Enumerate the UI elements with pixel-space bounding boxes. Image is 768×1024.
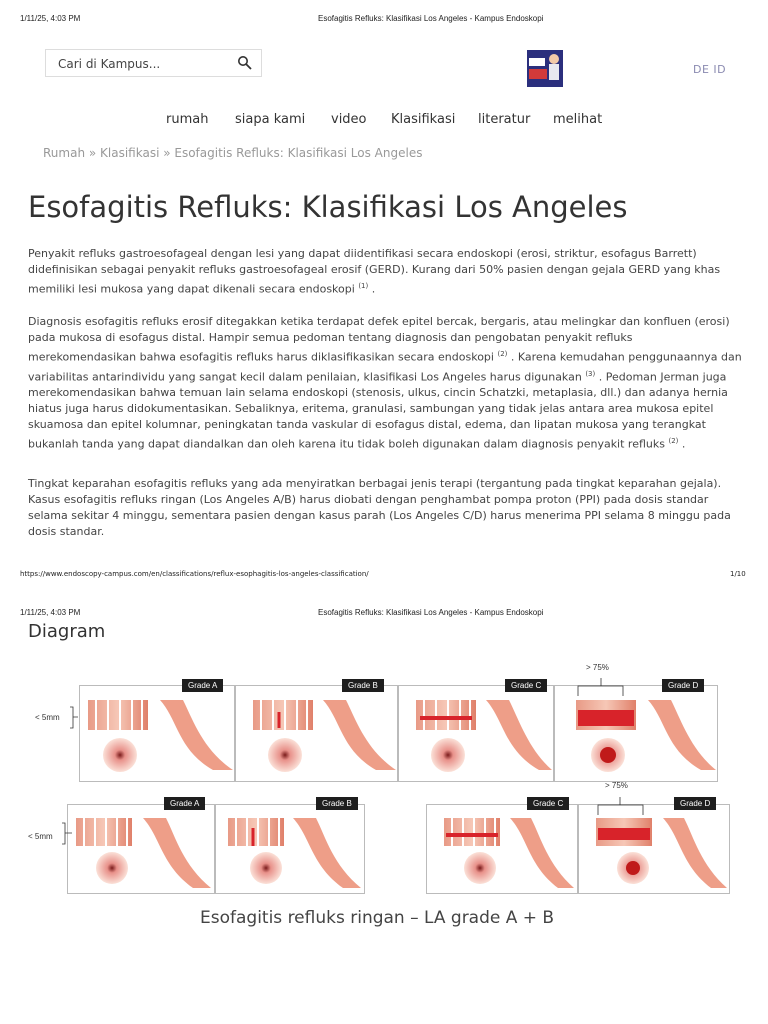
grade-d-label: Grade D bbox=[662, 679, 704, 692]
grade-c-label-2: Grade C bbox=[527, 797, 569, 810]
nav-item-melihat[interactable]: melihat bbox=[553, 112, 603, 127]
language-switcher[interactable]: DE ID bbox=[693, 63, 727, 76]
size-label-2: < 5mm bbox=[28, 832, 53, 841]
percent-label-2: > 75% bbox=[605, 781, 628, 790]
print-url: https://www.endoscopy-campus.com/en/classifications/reflux-esophagitis-los-angeles-classification/ bbox=[20, 570, 369, 578]
print-datetime-2: 1/11/25, 4:03 PM bbox=[20, 608, 81, 617]
breadcrumb[interactable]: Rumah » Klasifikasi » Esofagitis Refluks: Klasifikasi Los Angeles bbox=[43, 146, 423, 160]
search-icon[interactable] bbox=[237, 55, 253, 75]
nav-item-klasifikasi[interactable]: Klasifikasi bbox=[391, 112, 456, 127]
nav-item-literatur[interactable]: literatur bbox=[478, 112, 531, 127]
paragraph-2: Diagnosis esofagitis refluks erosif ditegakkan ketika terdapat defek epitel bercak, bergaris, atau melingkar dan konfluen (erosi) pada mukosa di esofagus distal. Hampir semua pedoman tentang diagnosis dan pengobatan penyakit refluks merekomendasikan bahwa esofagitis refluks harus diklasifikasikan secara endoskopi $^{(2)}$ . Karena kemudahan penggunaannya dan variabilitas antarindividu yang sangat kecil dalam penilaian, klasifikasi Los Angeles harus digunakan $^{(3)}$ . Pedoman Jerman juga merekomendasikan bahwa temuan lain selama endoskopi (stenosis, ulkus, cincin Schatzki, metaplasia, dll.) dan adanya hernia hiatus juga harus didokumentasikan. Sebaliknya, eritema, granulasi, sambungan yang tidak jelas antara area mukosa epitel skuamosa dan epitel kolumnar, peningkatan tanda vaskular di esofagus distal, edema, dan lipatan mukosa yang terangkat bukanlah tanda yang dapat diandalkan dan oleh karena itu tidak boleh digunakan dalam diagnosis penyakit refluks $^{(2)}$ . bbox=[28, 315, 742, 451]
nav-item-rumah[interactable]: rumah bbox=[166, 112, 209, 127]
size-label: < 5mm bbox=[35, 713, 60, 722]
print-page-number: 1/10 bbox=[730, 570, 746, 578]
print-doc-title: Esofagitis Refluks: Klasifikasi Los Angeles - Kampus Endoskopi bbox=[318, 14, 544, 23]
grade-a-label-2: Grade A bbox=[164, 797, 205, 810]
grade-b-label: Grade B bbox=[342, 679, 384, 692]
diagram-illustration bbox=[28, 660, 740, 900]
nav-item-siapa-kami[interactable]: siapa kami bbox=[235, 112, 306, 127]
diagram-title: Diagram bbox=[28, 621, 106, 642]
site-logo[interactable] bbox=[527, 50, 563, 87]
percent-label: > 75% bbox=[586, 663, 609, 672]
la-classification-diagram bbox=[28, 660, 740, 900]
search-box[interactable] bbox=[45, 49, 262, 77]
diagram-caption: Esofagitis refluks ringan – LA grade A + B bbox=[200, 908, 555, 928]
nav-item-video[interactable]: video bbox=[331, 112, 367, 127]
grade-b-label-2: Grade B bbox=[316, 797, 358, 810]
grade-c-label: Grade C bbox=[505, 679, 547, 692]
search-input[interactable]: Cari di Kampus... bbox=[58, 57, 161, 71]
paragraph-1: Penyakit refluks gastroesofageal dengan lesi yang dapat diidentifikasi secara endoskopi (erosi, striktur, esofagus Barrett) didefinisikan sebagai penyakit refluks gastroesofageal erosif (GERD). Kurang dari 50% pasien dengan gejala GERD yang khas memiliki lesi mukosa yang dapat dikenali secara endoskopi $^{(1)}$ . bbox=[28, 247, 721, 296]
print-doc-title-2: Esofagitis Refluks: Klasifikasi Los Angeles - Kampus Endoskopi bbox=[318, 608, 544, 617]
print-datetime: 1/11/25, 4:03 PM bbox=[20, 14, 81, 23]
grade-d-label-2: Grade D bbox=[674, 797, 716, 810]
page-title: Esofagitis Refluks: Klasifikasi Los Angeles bbox=[28, 190, 628, 224]
grade-a-label: Grade A bbox=[182, 679, 223, 692]
paragraph-3: Tingkat keparahan esofagitis refluks yang ada menyiratkan berbagai jenis terapi (tergantung pada tingkat keparahan gejala). Kasus esofagitis refluks ringan (Los Angeles A/B) harus diobati dengan penghambat pompa proton (PPI) pada dosis standar selama sekitar 4 minggu, sementara pasien dengan kasus parah (Los Angeles C/D) harus menerima PPI selama 8 minggu pada dosis standar. bbox=[28, 477, 731, 538]
